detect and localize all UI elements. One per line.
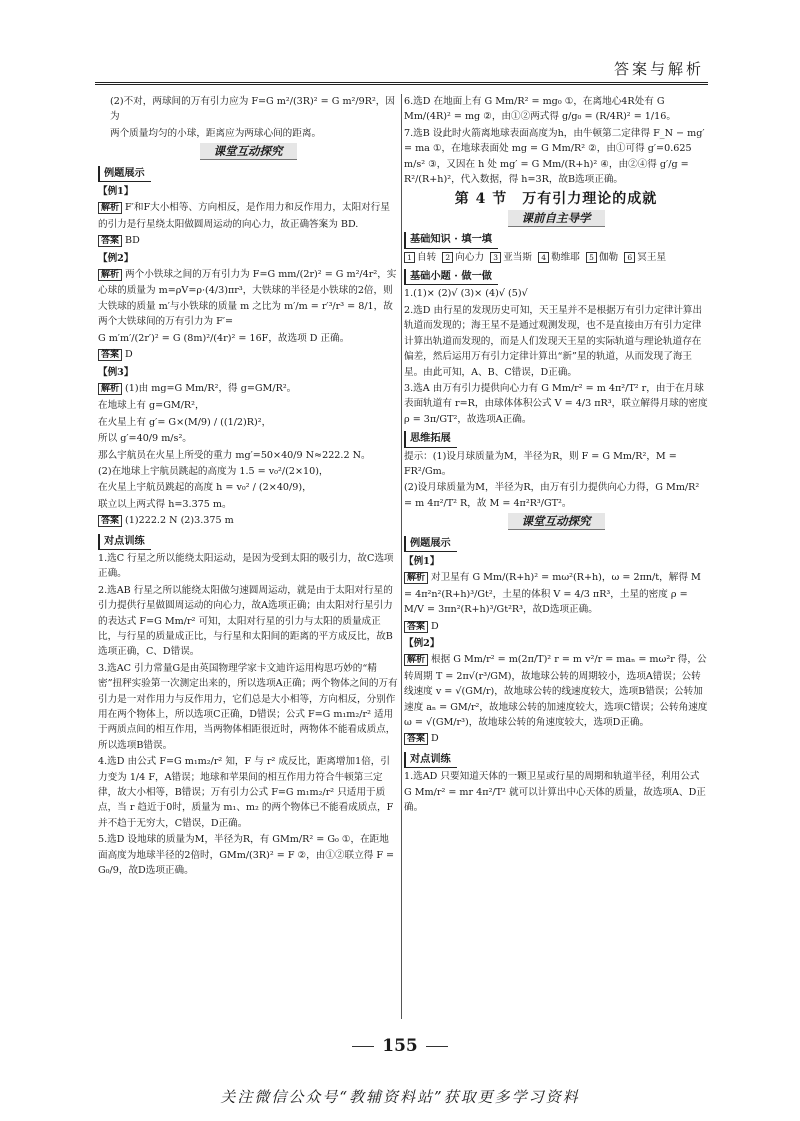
training-item: 4.选D 由公式 F=G m₁m₂/r² 知，F 与 r² 成反比，距离增加1倍，引力变为 1/4 F，A错误；地球和苹果间的相互作用力符合牛顿第三定律，故大小相等，B错误；万有引力公式 F=G m₁m₂/r² 只适用于质点，当 r 趋近于0时，质量为 m₁、m₂ 的两个物体已不能看成质点，F并不趋于无穷大，C错误，D正确。	[98, 756, 394, 829]
example-label: 【例1】	[404, 555, 440, 567]
section-banner: 课堂互动探究	[98, 144, 398, 159]
example-answer: 答案 D	[404, 731, 708, 747]
training-item: 3.选AC 引力常量G是由英国物理学家卡文迪许运用构思巧妙的“精密”扭秤实验第一次测定出来的，所以选项A正确；两个物体之间的万有引力是一对作用力与反作用力，它们总是大小相等，方向相反，分别作用在两个物体上，所以选项C正确，D错误；公式 F=G m₁m₂/r² 适用于两质点间的相互作用，当两物体相距很近时，两物体不能看成质点，所以选项B错误。	[98, 662, 398, 751]
example-answer: 答案 (1)222.2 N (2)3.375 m	[98, 513, 398, 529]
section-heading: 例题展示	[404, 536, 457, 552]
page-header	[95, 56, 708, 85]
example-answer: 答案 BD	[98, 233, 398, 249]
training-item: 7.选B 设此时火箭离地球表面高度为h，由牛顿第二定律得 F_N − mg′ = ma ①，在地球表面处 mg = G Mm/R² ②，由①可得 g′=0.625 m/s² ③，又因在 h 处 mg′ = G Mm/(R+h)² ④，由②④得 g′/g = R²/(R+h)²，代入数据，得 h=3R，故B选项正确。	[404, 127, 705, 186]
think-item: (2)设月球质量为M，半径为R，由万有引力提供向心力得，G Mm/R² = m 4π²/T² R，故 M = 4π²R³/GT²。	[404, 482, 700, 509]
left-column	[98, 94, 398, 880]
header-title: 答案与解析	[613, 60, 704, 78]
training-item: 1.选C 行星之所以能绕太阳运动，是因为受到太阳的吸引力，故C选项正确。	[98, 552, 394, 580]
example-analysis: 解析 对卫星有 G Mm/(R+h)² = mω²(R+h)，ω = 2πn/t，解得 M = 4π²n²(R+h)³/Gt²，土星的体积 V = 4/3 πR³，土星的密度 ρ = M/V = 3πn²(R+h)³/Gt²R³，故D选项正确。	[404, 572, 701, 616]
section-heading: 基础小题 · 做一做	[404, 269, 498, 285]
chapter-title: 第 4 节 万有引力理论的成就	[454, 191, 658, 208]
example-analysis: 解析 F′和F大小相等、方向相反，是作用力和反作用力，太阳对行星的引力是行星绕太阳做圆周运动的向心力，故正确答案为 BD.	[98, 202, 390, 230]
page-number: 155	[0, 1036, 800, 1056]
section-heading: 例题展示	[98, 166, 151, 182]
section-banner: 课前自主导学	[404, 211, 708, 226]
example-analysis: 解析 根据 G Mm/r² = m(2π/T)² r = m v²/r = maₙ = mω²r 得，公转周期 T = 2π√(r³/GM)，故地球公转的周期较小，选项A错误；公转线速度 v = √(GM/r)，故地球公转的线速度较大，选项B错误；公转加速度 aₙ = GM/r²，故地球公转的加速度较大，选项C错误；公转角速度 ω = √(GM/r³)，故地球公转的角速度较大，选项D正确。	[404, 654, 708, 729]
solution-line: 所以 g′=40/9 m/s²。	[98, 433, 192, 445]
example-analysis: 解析 两个小铁球之间的万有引力为 F=G mm/(2r)² = G m²/4r²，实心球的质量为 m=ρV=ρ·(4/3)πr³，大铁球的半径是小铁球的2倍，则大铁球的质量 m′与小铁球的质量 m 之比为 m′/m = r′³/r³ = 8/1，故两个大铁球间的万有引力为 F′=	[98, 269, 397, 328]
training-item: 1.选AD 只要知道天体的一颗卫星或行星的周期和轨道半径，利用公式 G Mm/r² = mr 4π²/T² 就可以计算出中心天体的质量，故选项A、D正确。	[404, 771, 706, 814]
example-answer: 答案 D	[98, 347, 398, 363]
example-analysis: G m′m′/(2r′)² = G (8m)²/(4r)² = 16F，故选项 D 正确。	[98, 332, 350, 344]
section-heading: 思维拓展	[404, 431, 457, 447]
section-heading: 对点训练	[98, 534, 151, 550]
solution-line: 在火星上有 g′= G×(M/9) / ((1/2)R)²，	[98, 416, 272, 428]
example-label: 【例2】	[404, 638, 440, 649]
training-item: 5.选D 设地球的质量为M，半径为R，有 GMm/R² = G₀ ①，在距地面高度为地球半径的2倍时，GMm/(3R)² = F ②，由①②联立得 F = G₀/9，故D选项正确。	[98, 834, 395, 877]
example-label: 【例3】	[98, 366, 134, 378]
training-item: 2.选AB 行星之所以能绕太阳做匀速圆周运动，就是由于太阳对行星的引力提供行星做圆周运动的向心力，故A选项正确；由太阳对行星引力的表达式 F=G Mm/r² 可知，太阳对行星的引力与太阳的质量成正比，与行星的质量成正比，与行星和太阳间的距离的平方成反比，故B选项正确，C、D错误。	[98, 584, 393, 658]
small-item: 1.(1)× (2)√ (3)× (4)√ (5)√	[404, 288, 528, 300]
section-banner: 课堂互动探究	[404, 514, 708, 529]
small-item: 2.选D 由行星的发现历史可知，天王星并不是根据万有引力定律计算出轨道而发现的；海王星不是通过观测发现，也不是直接由万有引力定律计算出轨道而发现的，而是人们发现天王星的实际轨道与理论轨道存在偏差，然后运用万有引力定律计算出“新”星的轨道，从而发现了海王星。由此可知，A、B、C错误，D正确。	[404, 304, 703, 378]
solution-line: 在地球上有 g=GM/R²，	[98, 400, 205, 412]
example-label: 【例1】	[98, 186, 134, 198]
think-item: 提示：(1)设月球质量为M，半径为R，则 F = G Mm/R²，M = FR²/Gm。	[404, 450, 677, 477]
example-label: 【例2】	[98, 252, 134, 264]
footer-note: 关注微信公众号“教辅资料站”获取更多学习资料	[220, 1088, 580, 1106]
solution-line: 那么宇航员在火星上所受的重力 mg′=50×40/9 N≈222.2 N。	[98, 449, 371, 461]
section-heading: 对点训练	[404, 752, 457, 768]
section-heading: 基础知识 · 填一填	[404, 232, 498, 248]
intro-line: (2)不对，两球间的万有引力应为 F=G m²/(3R)² = G m²/9R²，因为	[110, 96, 395, 123]
example-analysis: 解析 (1)由 mg=G Mm/R²，得 g=GM/R²。	[98, 381, 398, 397]
solution-line: 在火星上宇航员跳起的高度 h = v₀² / (2×40/9)，	[98, 482, 312, 494]
basic-fill-list: 1 自转 2 向心力 3 亚当斯 4 勒维耶 5 伽勒 6 冥王星	[404, 250, 708, 265]
solution-line: (2)在地球上宇航员跳起的高度为 1.5 = v₀²/(2×10)，	[98, 465, 329, 477]
example-answer: 答案 D	[404, 619, 708, 635]
intro-line: 两个质量均匀的小球，距离应为两球心间的距离。	[110, 127, 322, 139]
right-column	[404, 94, 708, 816]
small-item: 3.选A 由万有引力提供向心力有 G Mm/r² = m 4π²/T² r，由于在月球表面轨道有 r=R，由球体体积公式 V = 4/3 πR³，联立解得月球的密度 ρ = 3π/GT²，故选项A正确。	[404, 382, 708, 425]
solution-line: 联立以上两式得 h=3.375 m。	[98, 498, 232, 510]
column-divider	[401, 94, 402, 1019]
training-item: 6.选D 在地面上有 G Mm/R² = mg₀ ①，在离地心4R处有 G Mm/(4R)² = mg ②，由①②两式得 g/g₀ = (R/4R)² = 1/16。	[404, 96, 676, 123]
